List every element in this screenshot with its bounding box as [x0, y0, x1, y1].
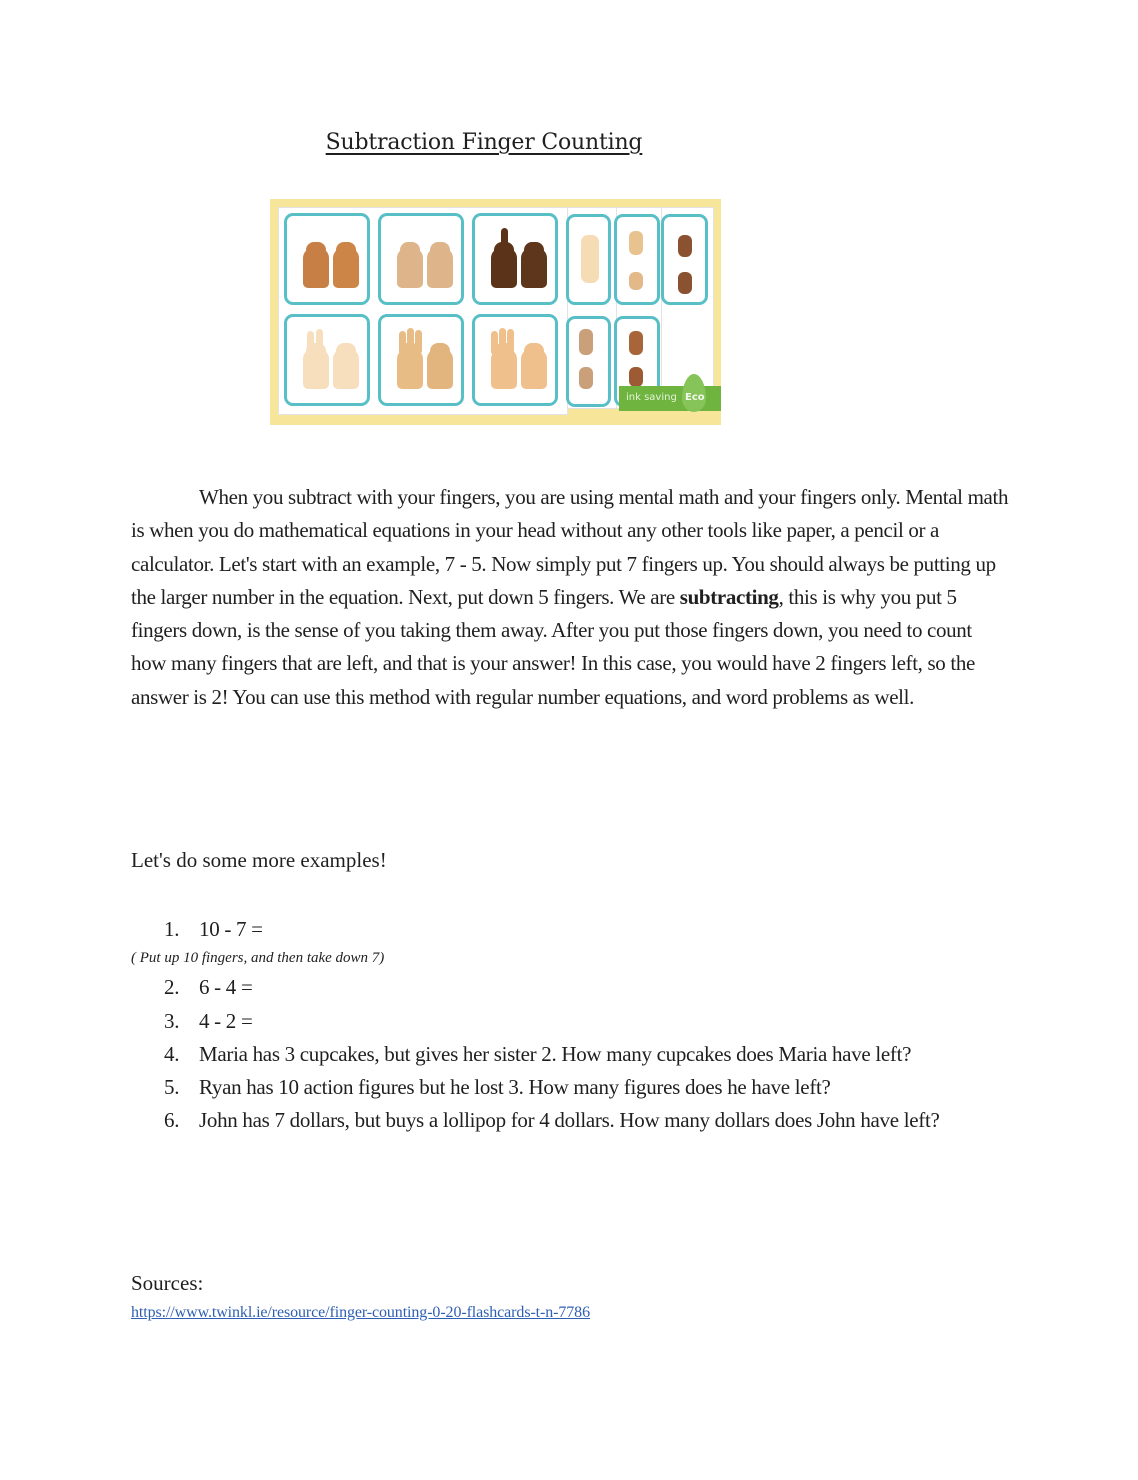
list-item — [131, 1005, 1021, 1038]
finger-icon — [507, 329, 514, 353]
fist-icon — [427, 248, 453, 288]
list-text: Maria has 3 cupcakes, but gives her sister 2. How many cupcakes does Maria have left? — [199, 1041, 912, 1066]
two-finger-hand-icon — [303, 349, 329, 389]
list-number: 2. — [164, 975, 180, 1000]
paragraph-text: When you subtract with your fingers, you are using mental math and your fingers only. Mental math is when you do mathematical equations in your head without any other tools like paper, a pencil or a calculator. Let's start with an example, 7 - 5. Now simply put 7 fingers up. You should always be putting up the larger number in the equation. Next, put down 5 fingers. We are — [131, 485, 1009, 609]
flashcard — [566, 316, 611, 407]
fist-icon — [521, 349, 547, 389]
hand-icon — [581, 235, 599, 283]
finger-icon — [415, 330, 422, 354]
list-text: 6 - 4 = — [199, 975, 253, 1000]
list-item — [131, 971, 1021, 1004]
list-item — [131, 1038, 999, 1071]
list-number: 3. — [164, 1008, 180, 1033]
hand-icon — [629, 367, 643, 387]
flashcard — [566, 214, 611, 305]
finger-icon — [499, 328, 506, 352]
source-link[interactable]: https://www.twinkl.ie/resource/finger-counting-0-20-flashcards-t-n-7786 — [131, 1304, 590, 1321]
fist-icon — [521, 248, 547, 288]
flashcard-zero — [284, 213, 370, 305]
list-text: Ryan has 10 action figures but he lost 3. How many figures does he have left? — [199, 1075, 831, 1100]
finger-icon — [316, 329, 323, 353]
finger-icon — [307, 331, 314, 355]
pointing-hand-icon — [491, 248, 517, 288]
hand-icon — [629, 331, 643, 355]
hand-icon — [579, 329, 593, 355]
open-hand-icon — [397, 349, 423, 389]
flashcard-five — [472, 314, 558, 406]
list-text: 10 - 7 = — [199, 917, 263, 941]
fist-icon — [333, 248, 359, 288]
list-text: John has 7 dollars, but buys a lollipop for 4 dollars. How many dollars does John have left? — [199, 1108, 940, 1133]
flashcard — [661, 214, 708, 305]
flashcards-image — [270, 199, 721, 425]
page-title: Subtraction Finger Counting — [325, 130, 643, 155]
list-number: 5. — [164, 1075, 180, 1100]
hand-icon — [678, 272, 692, 294]
ink-saving-label: ink saving — [626, 392, 677, 403]
example-note: ( Put up 10 fingers, and then take down 7) — [131, 950, 385, 967]
list-number: 4. — [164, 1041, 180, 1066]
finger-icon — [491, 331, 498, 355]
flashcard-four — [378, 314, 464, 406]
finger-icon — [407, 328, 414, 352]
list-number: 1. — [164, 917, 180, 941]
finger-icon — [399, 331, 406, 355]
flashcard-one — [378, 213, 464, 305]
hand-icon — [579, 367, 593, 389]
paragraph-text-continued: , this is why you put 5 fingers down, is the sense of you taking them away. After you put those fingers down, you need to count how many fingers that are left, and that is your answer! In this case, you would have 2 fingers left, so the answer is 2! You can use this method with regular number equations, and word problems as well. — [131, 584, 975, 709]
list-item — [131, 1104, 979, 1137]
fist-icon — [303, 248, 329, 288]
thumb-hand-icon — [397, 248, 423, 288]
list-item — [131, 1071, 1021, 1104]
list-item — [131, 913, 1021, 946]
examples-list — [131, 913, 1021, 1138]
ink-saving-badge — [619, 386, 721, 411]
examples-heading: Let's do some more examples! — [131, 848, 387, 872]
flashcard-two — [472, 213, 558, 305]
list-text: 4 - 2 = — [199, 1008, 253, 1033]
fist-icon — [333, 349, 359, 389]
flashcard — [614, 214, 660, 305]
hand-icon — [678, 235, 692, 257]
bold-term: subtracting — [679, 584, 779, 609]
eco-label: Eco — [685, 392, 705, 403]
hand-icon — [629, 231, 643, 255]
sources-label: Sources: — [131, 1271, 204, 1295]
hand-icon — [629, 272, 643, 290]
flashcard-three — [284, 314, 370, 406]
intro-paragraph — [131, 481, 1011, 714]
fist-icon — [427, 349, 453, 389]
open-hand-icon — [491, 349, 517, 389]
index-finger-icon — [501, 228, 508, 252]
list-number: 6. — [164, 1108, 180, 1133]
